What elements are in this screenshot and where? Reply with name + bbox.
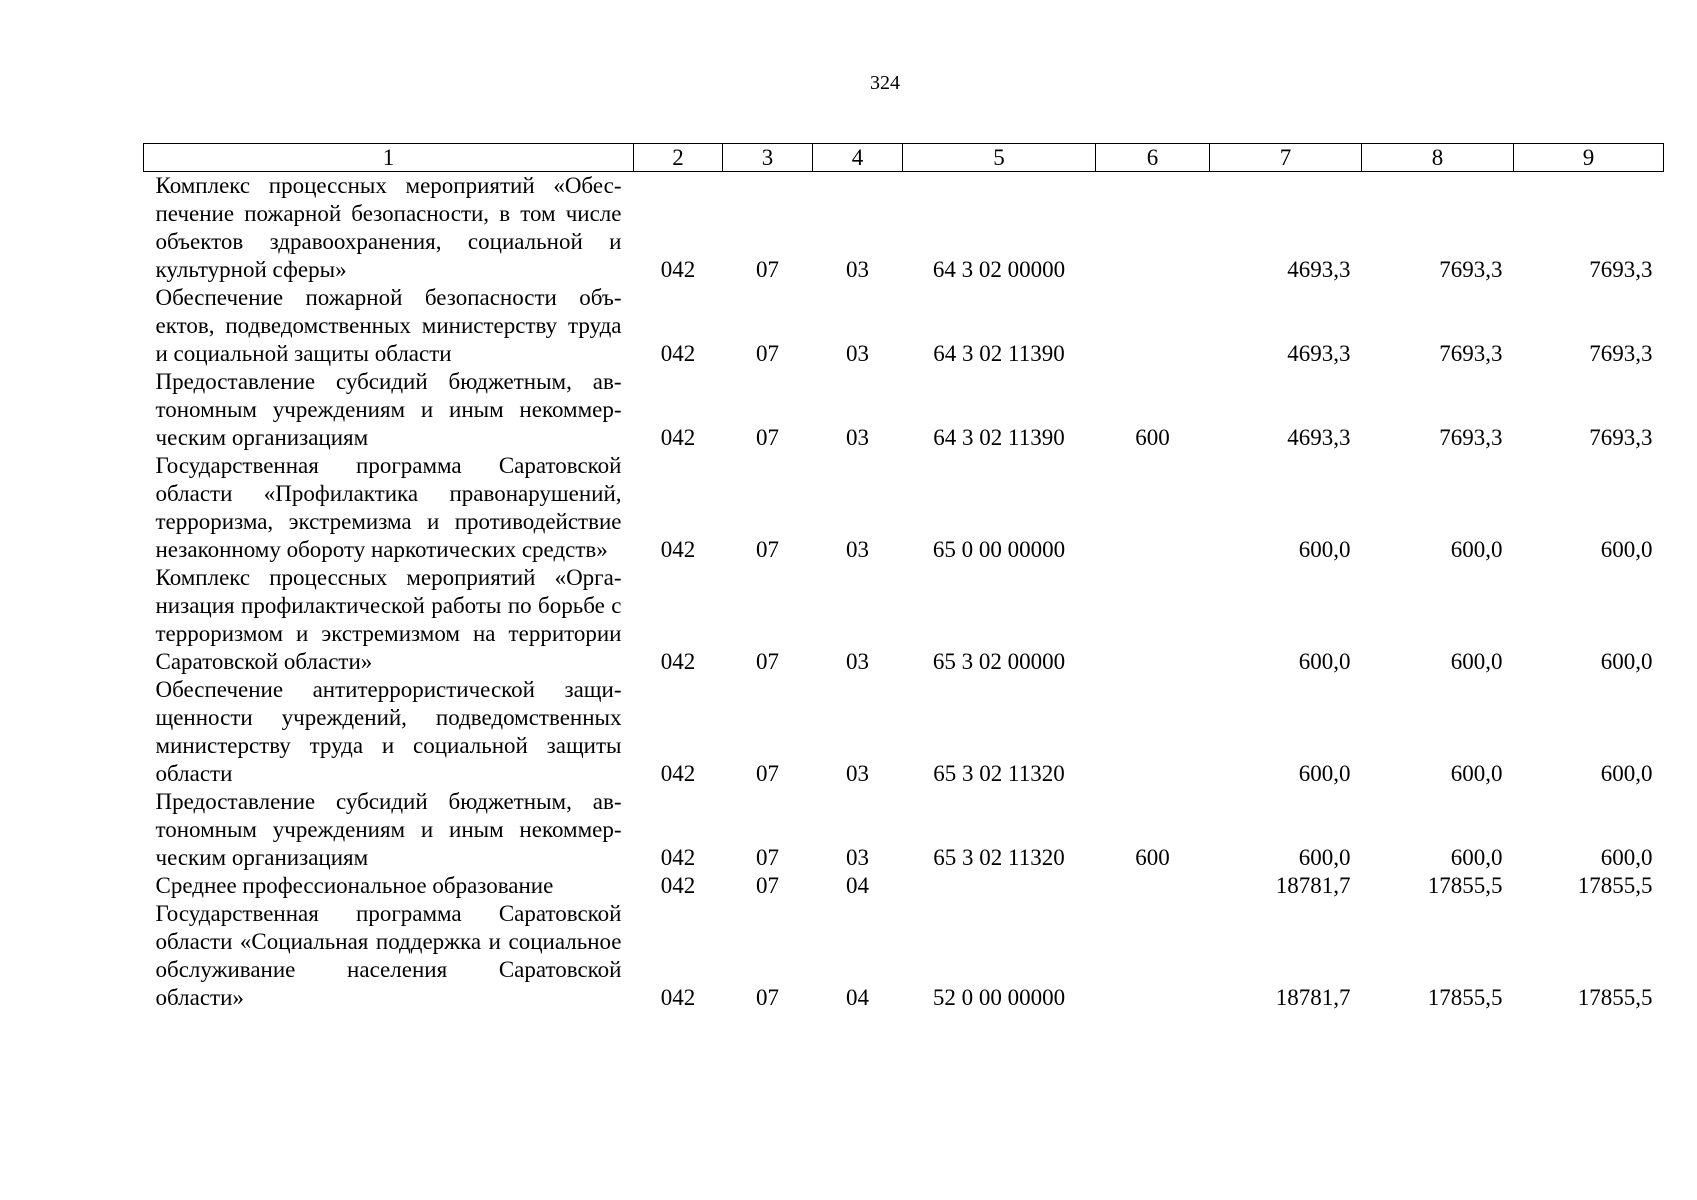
subsection-code: 03 bbox=[846, 761, 869, 786]
item-name: Государственная программа Саратовской области «Социальная поддержка и социальное обслуживание населения Саратовской области» bbox=[155, 901, 622, 1010]
subsection-code: 03 bbox=[846, 257, 869, 282]
item-name: Государственная программа Саратовской области «Профилактика правонарушений, терроризма, экстремизма и противодействие незаконному обороту наркотических средств» bbox=[155, 453, 622, 562]
amount-year-1: 600,0 bbox=[1298, 845, 1351, 870]
table-row bbox=[144, 172, 1664, 285]
amount-year-2: 7693,3 bbox=[1439, 425, 1503, 450]
expense-type-code bbox=[1096, 284, 1210, 368]
target-article-code: 64 3 02 11390 bbox=[933, 425, 1065, 450]
column-header: 4 bbox=[813, 144, 903, 172]
column-header: 1 bbox=[144, 144, 634, 172]
amount-year-3: 7693,3 bbox=[1589, 257, 1653, 282]
expense-type-code: 600 bbox=[1135, 425, 1170, 450]
table-row bbox=[144, 900, 1664, 1012]
column-header: 7 bbox=[1210, 144, 1362, 172]
expense-type-code bbox=[1096, 564, 1210, 676]
amount-year-1: 600,0 bbox=[1298, 649, 1351, 674]
expense-type-code bbox=[1096, 900, 1210, 1012]
page-number: 324 bbox=[870, 72, 900, 94]
ministry-code: 042 bbox=[660, 649, 696, 674]
ministry-code: 042 bbox=[660, 341, 696, 366]
amount-year-2: 7693,3 bbox=[1439, 257, 1503, 282]
amount-year-3: 600,0 bbox=[1600, 649, 1653, 674]
target-article-code: 64 3 02 11390 bbox=[933, 341, 1065, 366]
column-header: 9 bbox=[1514, 144, 1664, 172]
section-code: 07 bbox=[756, 649, 779, 674]
target-article-code: 65 3 02 11320 bbox=[933, 761, 1065, 786]
amount-year-2: 600,0 bbox=[1450, 845, 1503, 870]
section-code: 07 bbox=[756, 873, 779, 898]
column-header: 3 bbox=[723, 144, 813, 172]
amount-year-1: 18781,7 bbox=[1275, 985, 1351, 1010]
item-name: Предоставление субсидий бюджетным, автономным учреждениям и иным некоммерческим организациям bbox=[155, 789, 622, 870]
expense-type-code bbox=[1096, 172, 1210, 285]
amount-year-3: 17855,5 bbox=[1577, 985, 1653, 1010]
subsection-code: 03 bbox=[846, 341, 869, 366]
column-header: 6 bbox=[1096, 144, 1210, 172]
amount-year-1: 600,0 bbox=[1298, 761, 1351, 786]
ministry-code: 042 bbox=[660, 845, 696, 870]
column-header: 2 bbox=[634, 144, 723, 172]
section-code: 07 bbox=[756, 985, 779, 1010]
target-article-code: 64 3 02 00000 bbox=[932, 257, 1066, 282]
item-name: Комплекс процессных мероприятий «Обеспечение пожарной безопасности, в том числе объектов здравоохранения, социальной и культурной сферы» bbox=[155, 173, 622, 282]
amount-year-2: 600,0 bbox=[1450, 649, 1503, 674]
column-header: 8 bbox=[1362, 144, 1514, 172]
section-code: 07 bbox=[756, 425, 779, 450]
subsection-code: 04 bbox=[846, 985, 869, 1010]
amount-year-3: 600,0 bbox=[1600, 761, 1653, 786]
ministry-code: 042 bbox=[660, 985, 696, 1010]
subsection-code: 03 bbox=[846, 845, 869, 870]
budget-table bbox=[143, 143, 1664, 1012]
subsection-code: 03 bbox=[846, 425, 869, 450]
target-article-code: 52 0 00 00000 bbox=[932, 985, 1066, 1010]
ministry-code: 042 bbox=[660, 425, 696, 450]
ministry-code: 042 bbox=[660, 873, 696, 898]
item-name: Обеспечение пожарной безопасности объектов, подведомственных министерству труда и социальной защиты области bbox=[155, 285, 622, 366]
table-row bbox=[144, 788, 1664, 872]
target-article-code: 65 0 00 00000 bbox=[932, 537, 1066, 562]
subsection-code: 03 bbox=[846, 649, 869, 674]
amount-year-2: 600,0 bbox=[1450, 761, 1503, 786]
amount-year-1: 4693,3 bbox=[1287, 257, 1351, 282]
item-name: Предоставление субсидий бюджетным, автономным учреждениям и иным некоммерческим организациям bbox=[155, 369, 622, 450]
amount-year-3: 7693,3 bbox=[1589, 425, 1653, 450]
item-name: Среднее профессиональное образование bbox=[155, 873, 554, 898]
table-row bbox=[144, 284, 1664, 368]
table-row bbox=[144, 368, 1664, 452]
amount-year-2: 17855,5 bbox=[1427, 873, 1503, 898]
subsection-code: 04 bbox=[846, 873, 869, 898]
section-code: 07 bbox=[756, 257, 779, 282]
item-name: Комплекс процессных мероприятий «Организация профилактической работы по борьбе с терроризмом и экстремизмом на территории Саратовской области» bbox=[155, 565, 622, 674]
column-number-row bbox=[144, 144, 1664, 172]
ministry-code: 042 bbox=[660, 257, 696, 282]
expense-type-code bbox=[1096, 452, 1210, 564]
section-code: 07 bbox=[756, 845, 779, 870]
section-code: 07 bbox=[756, 761, 779, 786]
amount-year-2: 7693,3 bbox=[1439, 341, 1503, 366]
amount-year-1: 4693,3 bbox=[1287, 425, 1351, 450]
table-row bbox=[144, 872, 1664, 900]
amount-year-3: 600,0 bbox=[1600, 537, 1653, 562]
amount-year-1: 4693,3 bbox=[1287, 341, 1351, 366]
amount-year-2: 600,0 bbox=[1450, 537, 1503, 562]
expense-type-code: 600 bbox=[1135, 845, 1170, 870]
section-code: 07 bbox=[756, 341, 779, 366]
table-row bbox=[144, 676, 1664, 788]
amount-year-1: 18781,7 bbox=[1275, 873, 1351, 898]
amount-year-2: 17855,5 bbox=[1427, 985, 1503, 1010]
section-code: 07 bbox=[756, 537, 779, 562]
amount-year-3: 7693,3 bbox=[1589, 341, 1653, 366]
table-row bbox=[144, 452, 1664, 564]
target-article-code bbox=[903, 872, 1096, 900]
amount-year-3: 600,0 bbox=[1600, 845, 1653, 870]
amount-year-1: 600,0 bbox=[1298, 537, 1351, 562]
table-row bbox=[144, 564, 1664, 676]
target-article-code: 65 3 02 00000 bbox=[932, 649, 1066, 674]
target-article-code: 65 3 02 11320 bbox=[933, 845, 1065, 870]
column-header: 5 bbox=[903, 144, 1096, 172]
ministry-code: 042 bbox=[660, 761, 696, 786]
amount-year-3: 17855,5 bbox=[1577, 873, 1653, 898]
item-name: Обеспечение антитеррористической защищенности учреждений, подведомственных министерству труда и социальной защиты области bbox=[155, 677, 622, 786]
ministry-code: 042 bbox=[660, 537, 696, 562]
expense-type-code bbox=[1096, 676, 1210, 788]
expense-type-code bbox=[1096, 872, 1210, 900]
subsection-code: 03 bbox=[846, 537, 869, 562]
